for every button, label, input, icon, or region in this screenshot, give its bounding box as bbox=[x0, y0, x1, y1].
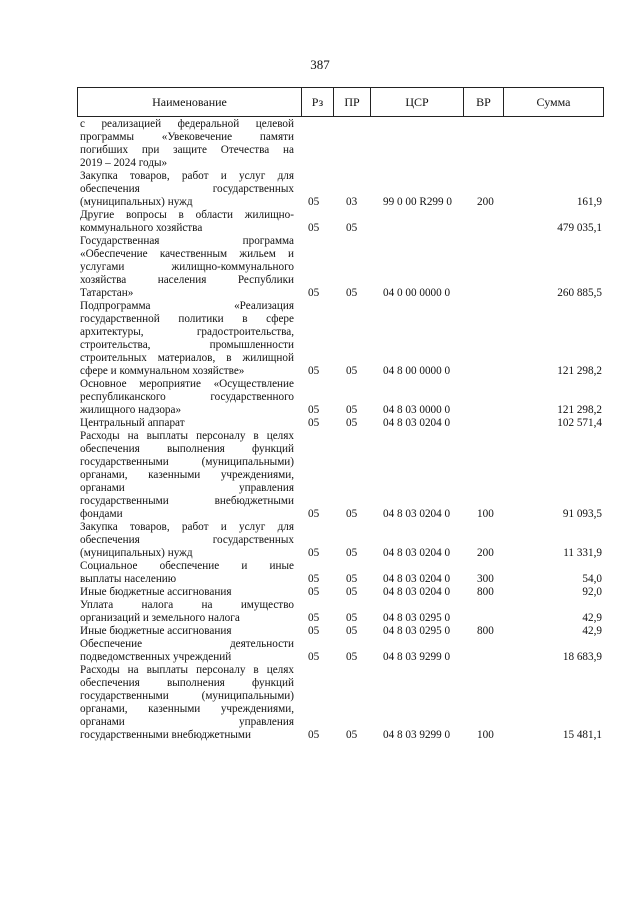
row-rz: 05 bbox=[308, 508, 320, 520]
row-name-line: хозяйства населения Республики bbox=[80, 274, 294, 286]
row-name-line: государственными внебюджетными bbox=[80, 495, 294, 507]
row-sum: 42,9 bbox=[582, 625, 602, 637]
row-sum: 102 571,4 bbox=[557, 417, 602, 429]
row-sum: 15 481,1 bbox=[562, 729, 602, 741]
row-sum: 121 298,2 bbox=[557, 365, 602, 377]
row-csr: 04 8 03 0204 0 bbox=[383, 547, 451, 559]
row-name bbox=[80, 625, 294, 638]
header-vr: ВР bbox=[464, 88, 504, 116]
row-name-line: организаций и земельного налога bbox=[80, 612, 240, 624]
header-rz: Рз bbox=[302, 88, 334, 116]
table-row bbox=[0, 209, 640, 235]
table-row bbox=[0, 170, 640, 209]
row-name bbox=[80, 118, 294, 170]
table-row bbox=[0, 417, 640, 430]
row-name-line: «Обеспечение качественным жильем и bbox=[80, 248, 294, 260]
row-csr: 04 8 03 9299 0 bbox=[383, 651, 451, 663]
row-pr: 05 bbox=[346, 508, 358, 520]
row-csr: 04 8 03 0295 0 bbox=[383, 612, 451, 624]
row-pr: 05 bbox=[346, 729, 358, 741]
row-name-line: (муниципальных) нужд bbox=[80, 196, 193, 208]
row-name bbox=[80, 378, 294, 417]
table-row bbox=[0, 586, 640, 599]
row-pr: 05 bbox=[346, 573, 358, 585]
row-name-line: Основное мероприятие «Осуществление bbox=[80, 378, 294, 390]
row-name-line: Расходы на выплаты персоналу в целях bbox=[80, 430, 294, 442]
table-body bbox=[0, 118, 640, 742]
row-csr: 04 8 03 0204 0 bbox=[383, 573, 451, 585]
row-name-line: Татарстан» bbox=[80, 287, 134, 299]
row-rz: 05 bbox=[308, 365, 320, 377]
row-name-line: обеспечения государственных bbox=[80, 534, 294, 546]
row-vr: 800 bbox=[477, 586, 494, 598]
table-row bbox=[0, 235, 640, 300]
row-name-line: строительства, промышленности bbox=[80, 339, 294, 351]
row-name bbox=[80, 521, 294, 560]
table-row bbox=[0, 521, 640, 560]
row-name-line: выплаты населению bbox=[80, 573, 177, 585]
table-row bbox=[0, 560, 640, 586]
row-sum: 161,9 bbox=[576, 196, 602, 208]
header-sum: Сумма bbox=[536, 95, 571, 109]
row-pr: 05 bbox=[346, 365, 358, 377]
row-name-line: государственными (муниципальными) bbox=[80, 690, 294, 702]
row-name-line: Государственная программа bbox=[80, 235, 294, 247]
row-rz: 05 bbox=[308, 417, 320, 429]
row-sum: 54,0 bbox=[582, 573, 602, 585]
row-sum: 42,9 bbox=[582, 612, 602, 624]
row-name-line: органами управления bbox=[80, 716, 294, 728]
row-name bbox=[80, 586, 294, 599]
row-pr: 05 bbox=[346, 651, 358, 663]
table-row bbox=[0, 378, 640, 417]
row-name-line: государственной политики в сфере bbox=[80, 313, 294, 325]
row-name bbox=[80, 417, 294, 430]
table-header bbox=[77, 87, 604, 117]
row-name-line: фондами bbox=[80, 508, 123, 520]
row-name-line: обеспечения выполнения функций bbox=[80, 443, 294, 455]
row-rz: 05 bbox=[308, 196, 320, 208]
row-name bbox=[80, 638, 294, 664]
row-name-line: органами, казенными учреждениями, bbox=[80, 469, 294, 481]
row-name bbox=[80, 560, 294, 586]
row-name-line: услугами жилищно-коммунального bbox=[80, 261, 294, 273]
table-row bbox=[0, 300, 640, 378]
row-vr: 100 bbox=[477, 508, 494, 520]
row-name bbox=[80, 599, 294, 625]
row-name bbox=[80, 430, 294, 521]
row-sum: 479 035,1 bbox=[557, 222, 602, 234]
row-name-line: Подпрограмма «Реализация bbox=[80, 300, 294, 312]
table-row bbox=[0, 638, 640, 664]
row-name-line: органами управления bbox=[80, 482, 294, 494]
row-name-line: обеспечения государственных bbox=[80, 183, 294, 195]
header-csr: ЦСР bbox=[371, 88, 464, 116]
header-pr: ПР bbox=[334, 88, 371, 116]
row-sum: 18 683,9 bbox=[562, 651, 602, 663]
row-rz: 05 bbox=[308, 287, 320, 299]
row-name-line: государственными внебюджетными bbox=[80, 729, 251, 741]
row-rz: 05 bbox=[308, 612, 320, 624]
row-csr: 04 8 03 0204 0 bbox=[383, 417, 451, 429]
header-name: Наименование bbox=[78, 88, 302, 116]
row-name-line: республиканского государственного bbox=[80, 391, 294, 403]
row-sum: 260 885,5 bbox=[557, 287, 602, 299]
row-csr: 04 8 03 0204 0 bbox=[383, 508, 451, 520]
row-name-line: 2019 – 2024 годы» bbox=[80, 157, 168, 169]
row-name-line: Социальное обеспечение и иные bbox=[80, 560, 294, 572]
table-row bbox=[0, 625, 640, 638]
row-name-line: сфере и коммунальном хозяйстве» bbox=[80, 365, 245, 377]
row-name-line: коммунального хозяйства bbox=[80, 222, 203, 234]
row-name-line: органами, казенными учреждениями, bbox=[80, 703, 294, 715]
row-csr: 99 0 00 R299 0 bbox=[383, 196, 452, 208]
row-name-line: Уплата налога на имущество bbox=[80, 599, 294, 611]
row-name-line: (муниципальных) нужд bbox=[80, 547, 193, 559]
row-vr: 200 bbox=[477, 196, 494, 208]
row-sum: 92,0 bbox=[582, 586, 602, 598]
page-number: 387 bbox=[310, 57, 330, 72]
row-csr: 04 8 03 0000 0 bbox=[383, 404, 451, 416]
row-csr: 04 8 03 9299 0 bbox=[383, 729, 451, 741]
row-rz: 05 bbox=[308, 573, 320, 585]
row-csr: 04 8 00 0000 0 bbox=[383, 365, 451, 377]
row-rz: 05 bbox=[308, 729, 320, 741]
row-sum: 11 331,9 bbox=[563, 547, 602, 559]
row-name-line: Центральный аппарат bbox=[80, 417, 185, 429]
row-name-line: подведомственных учреждений bbox=[80, 651, 232, 663]
row-name-line: строительных материалов, в жилищной bbox=[80, 352, 294, 364]
row-csr: 04 8 03 0295 0 bbox=[383, 625, 451, 637]
row-name bbox=[80, 300, 294, 378]
row-vr: 300 bbox=[477, 573, 494, 585]
row-vr: 100 bbox=[477, 729, 494, 741]
row-pr: 05 bbox=[346, 547, 358, 559]
row-pr: 05 bbox=[346, 222, 358, 234]
table-row bbox=[0, 430, 640, 521]
row-name-line: Закупка товаров, работ и услуг для bbox=[80, 521, 294, 533]
row-csr: 04 8 03 0204 0 bbox=[383, 586, 451, 598]
table-row bbox=[0, 118, 640, 170]
row-name-line: архитектуры, градостроительства, bbox=[80, 326, 294, 338]
row-csr: 04 0 00 0000 0 bbox=[383, 287, 451, 299]
row-rz: 05 bbox=[308, 651, 320, 663]
row-rz: 05 bbox=[308, 586, 320, 598]
row-rz: 05 bbox=[308, 547, 320, 559]
row-name-line: Иные бюджетные ассигнования bbox=[80, 625, 232, 637]
row-name-line: Обеспечение деятельности bbox=[80, 638, 294, 650]
row-name bbox=[80, 664, 294, 742]
table-row bbox=[0, 664, 640, 742]
row-name-line: погибших при защите Отечества на bbox=[80, 144, 294, 156]
row-name-line: Иные бюджетные ассигнования bbox=[80, 586, 232, 598]
row-name-line: Расходы на выплаты персоналу в целях bbox=[80, 664, 294, 676]
row-name bbox=[80, 209, 294, 235]
row-pr: 05 bbox=[346, 417, 358, 429]
row-vr: 200 bbox=[477, 547, 494, 559]
table-row bbox=[0, 599, 640, 625]
row-name bbox=[80, 170, 294, 209]
row-pr: 05 bbox=[346, 404, 358, 416]
row-pr: 05 bbox=[346, 586, 358, 598]
row-rz: 05 bbox=[308, 404, 320, 416]
row-rz: 05 bbox=[308, 222, 320, 234]
row-sum: 121 298,2 bbox=[557, 404, 602, 416]
row-pr: 03 bbox=[346, 196, 358, 208]
row-sum: 91 093,5 bbox=[562, 508, 602, 520]
row-name-line: Закупка товаров, работ и услуг для bbox=[80, 170, 294, 182]
row-name-line: Другие вопросы в области жилищно- bbox=[80, 209, 294, 221]
row-name-line: жилищного надзора» bbox=[80, 404, 182, 416]
row-name-line: обеспечения выполнения функций bbox=[80, 677, 294, 689]
row-name-line: с реализацией федеральной целевой bbox=[80, 118, 294, 130]
row-name bbox=[80, 235, 294, 300]
row-vr: 800 bbox=[477, 625, 494, 637]
row-pr: 05 bbox=[346, 625, 358, 637]
row-pr: 05 bbox=[346, 287, 358, 299]
row-rz: 05 bbox=[308, 625, 320, 637]
row-name-line: государственными (муниципальными) bbox=[80, 456, 294, 468]
row-pr: 05 bbox=[346, 612, 358, 624]
row-name-line: программы «Увековечение памяти bbox=[80, 131, 294, 143]
